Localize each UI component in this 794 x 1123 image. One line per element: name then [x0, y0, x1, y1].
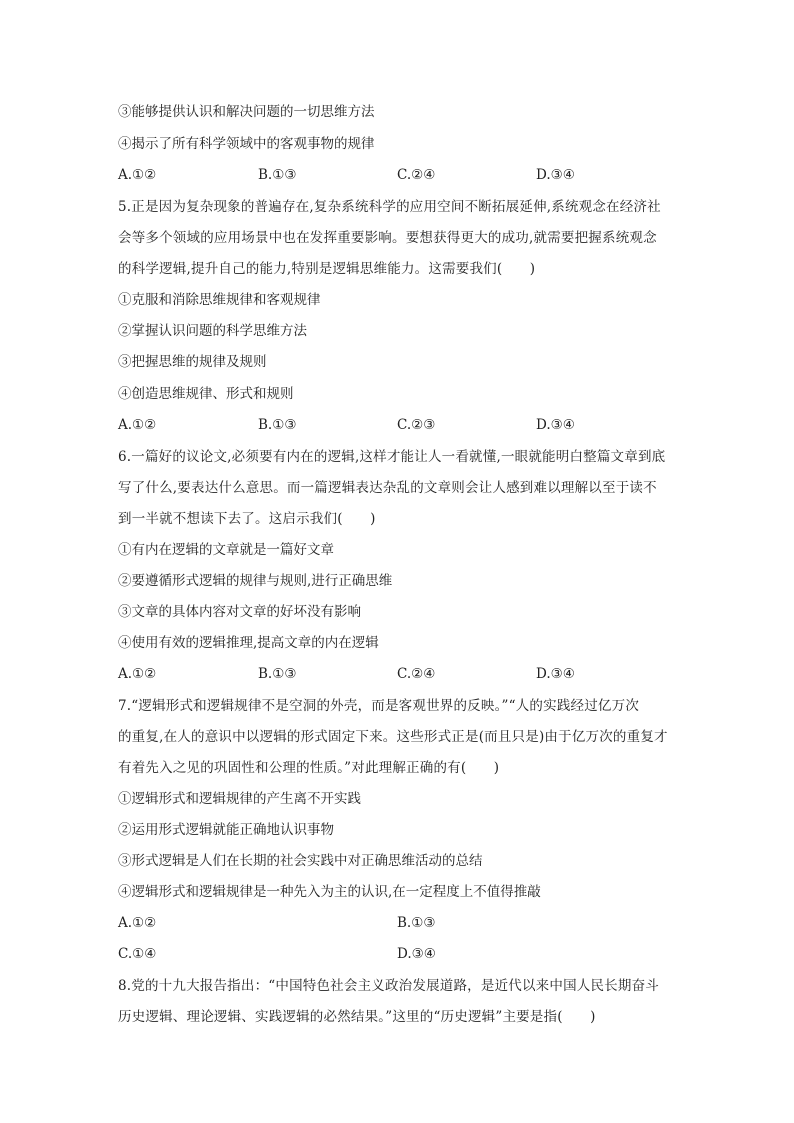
- q5-answer-c: C.②③: [397, 417, 436, 433]
- q7-option-1: ①逻辑形式和逻辑规律的产生离不开实践: [118, 791, 361, 807]
- q6-option-2: ②要遵循形式逻辑的规律与规则,进行正确思维: [118, 573, 393, 589]
- q6-answer-d: D.③④: [536, 666, 575, 682]
- q5-answer-b: B.①③: [258, 417, 297, 433]
- q6-option-3: ③文章的具体内容对文章的好坏没有影响: [118, 604, 361, 620]
- q7-stem-line-2: 的重复,在人的意识中以逻辑的形式固定下来。这些形式正是(而且只是)由于亿万次的重复才: [118, 729, 668, 745]
- q5-option-3: ③把握思维的规律及规则: [118, 354, 267, 370]
- q5-stem-line-1: 5.正是因为复杂现象的普遍存在,复杂系统科学的应用空间不断拓展延伸,系统观念在经济社: [118, 199, 661, 215]
- q8-stem-line-2: 历史逻辑、理论逻辑、实践逻辑的必然结果。”这里的“历史逻辑”主要是指( ): [118, 1009, 596, 1025]
- q7-option-4: ④逻辑形式和逻辑规律是一种先入为主的认识,在一定程度上不值得推敲: [118, 884, 541, 900]
- q5-option-4: ④创造思维规律、形式和规则: [118, 386, 294, 402]
- q6-option-4: ④使用有效的逻辑推理,提高文章的内在逻辑: [118, 635, 379, 651]
- q6-answer-a: A.①②: [118, 666, 157, 682]
- q7-answer-a: A.①②: [118, 915, 157, 931]
- q7-stem-line-1: 7.“逻辑形式和逻辑规律不是空洞的外壳，而是客观世界的反映。”“人的实践经过亿万次: [118, 698, 640, 714]
- q4-answer-a: A.①②: [118, 167, 157, 183]
- q7-answer-d: D.③④: [397, 946, 436, 962]
- q7-answer-c: C.①④: [118, 946, 157, 962]
- q7-stem-line-3: 有着先入之见的巩固性和公理的性质。”对此理解正确的有( ): [118, 760, 500, 776]
- q6-stem-line-2: 写了什么,要表达什么意思。而一篇逻辑表达杂乱的文章则会让人感到难以理解以至于读不: [118, 480, 657, 496]
- q5-stem-line-2: 会等多个领域的应用场景中也在发挥重要影响。要想获得更大的成功,就需要把握系统观念: [118, 230, 657, 246]
- q5-answer-d: D.③④: [536, 417, 575, 433]
- q5-option-1: ①克服和消除思维规律和客观规律: [118, 292, 321, 308]
- q6-option-1: ①有内在逻辑的文章就是一篇好文章: [118, 542, 334, 558]
- q7-option-3: ③形式逻辑是人们在长期的社会实践中对正确思维活动的总结: [118, 853, 483, 869]
- q5-answer-a: A.①②: [118, 417, 157, 433]
- q8-stem-line-1: 8.党的十九大报告指出：“中国特色社会主义政治发展道路，是近代以来中国人民长期奋斗: [118, 978, 659, 994]
- q6-stem-line-3: 到一半就不想读下去了。这启示我们( ): [118, 511, 376, 527]
- q4-answer-d: D.③④: [536, 167, 575, 183]
- q7-answer-b: B.①③: [397, 915, 436, 931]
- q4-answer-b: B.①③: [258, 167, 297, 183]
- q4-option-4: ④揭示了所有科学领域中的客观事物的规律: [118, 136, 375, 152]
- q5-option-2: ②掌握认识问题的科学思维方法: [118, 323, 307, 339]
- q6-stem-line-1: 6.一篇好的议论文,必须要有内在的逻辑,这样才能让人一看就懂,一眼就能明白整篇文章到底: [118, 449, 666, 465]
- q5-stem-line-3: 的科学逻辑,提升自己的能力,特别是逻辑思维能力。这需要我们( ): [118, 261, 536, 277]
- q6-answer-c: C.②④: [397, 666, 436, 682]
- q6-answer-b: B.①③: [258, 666, 297, 682]
- q4-answer-c: C.②④: [397, 167, 436, 183]
- q4-option-3: ③能够提供认识和解决问题的一切思维方法: [118, 104, 375, 120]
- q7-option-2: ②运用形式逻辑就能正确地认识事物: [118, 822, 334, 838]
